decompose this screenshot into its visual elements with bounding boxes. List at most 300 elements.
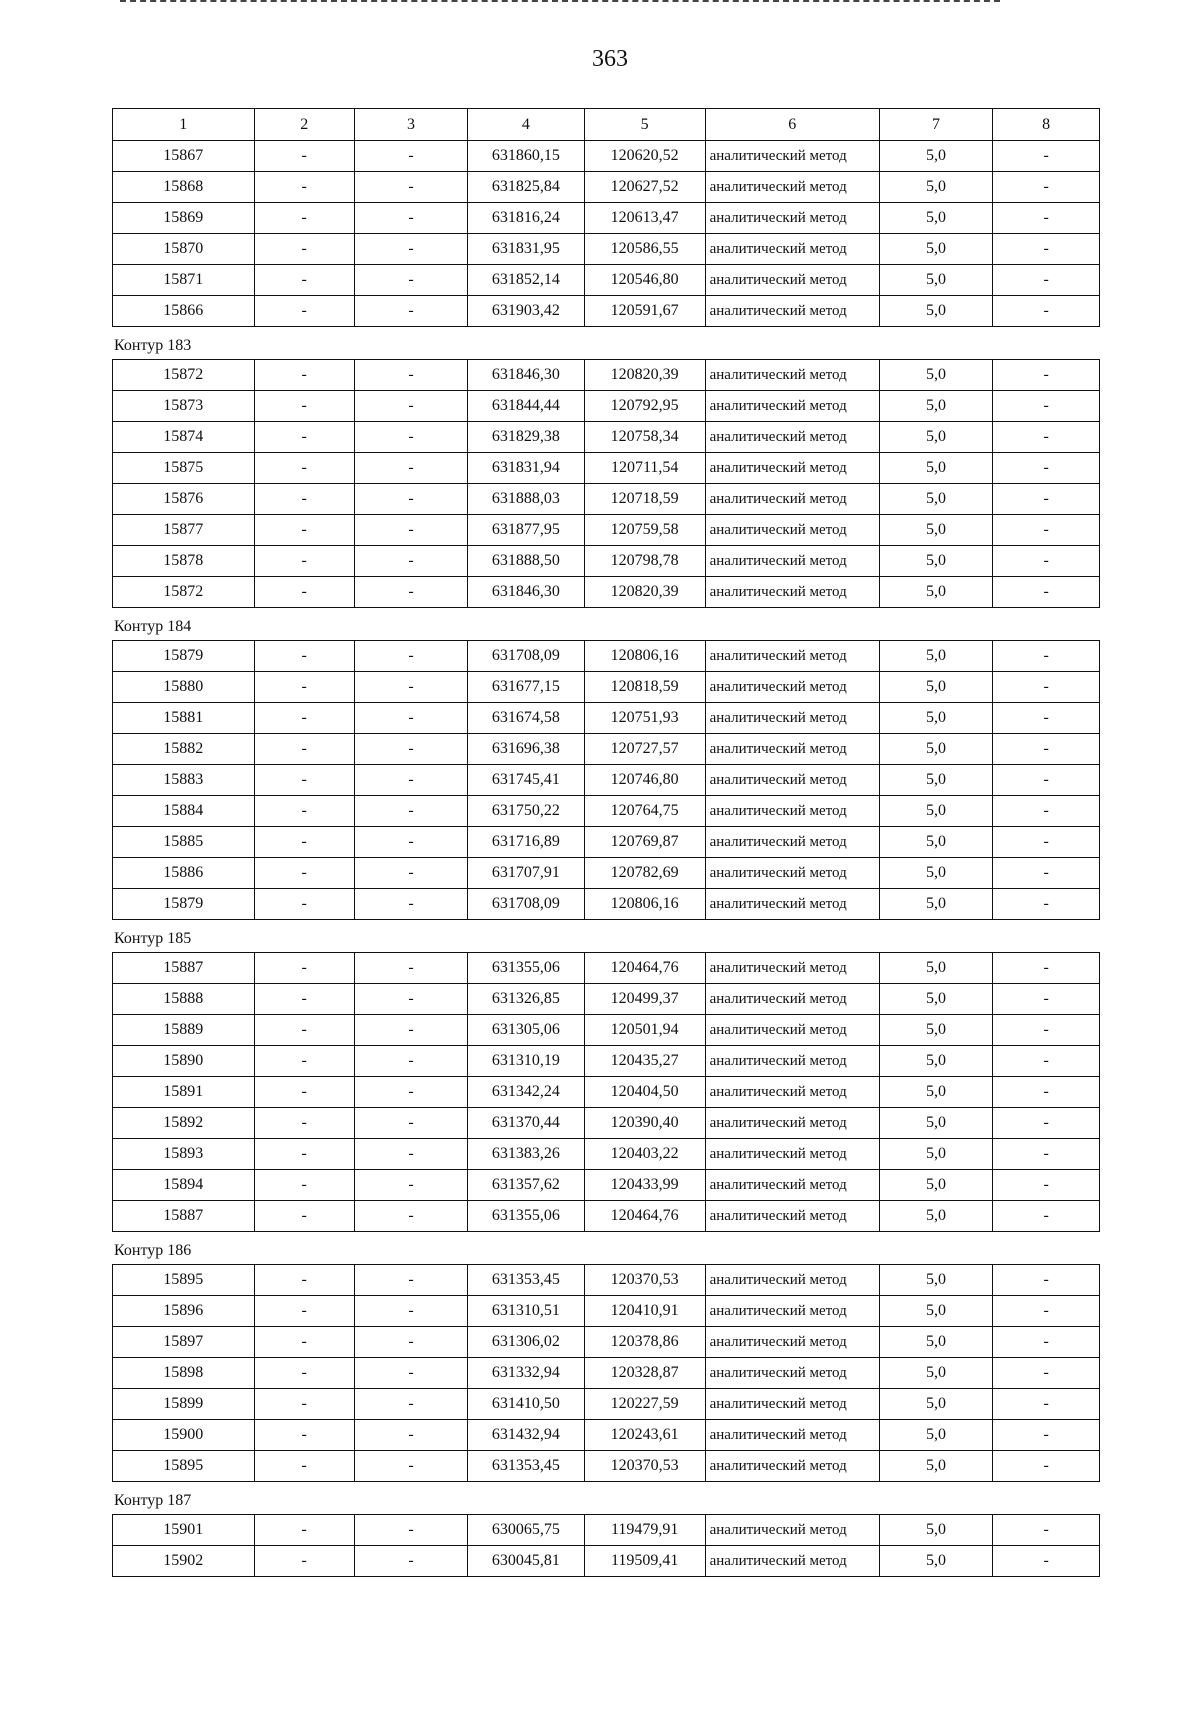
coord-y-cell: 120378,86	[584, 1327, 705, 1358]
coord-y-cell: 120591,67	[584, 296, 705, 327]
point-number-cell: 15899	[113, 1389, 255, 1420]
method-cell: аналитический метод	[705, 1046, 879, 1077]
point-number-cell: 15895	[113, 1265, 255, 1296]
table-row	[113, 984, 1100, 1015]
table-row	[113, 1265, 1100, 1296]
col-8-cell: -	[993, 1077, 1100, 1108]
coord-y-cell: 120782,69	[584, 858, 705, 889]
method-cell: аналитический метод	[705, 827, 879, 858]
coord-y-cell: 120370,53	[584, 1451, 705, 1482]
col-2-cell: -	[254, 391, 354, 422]
accuracy-cell: 5,0	[879, 234, 992, 265]
method-cell: аналитический метод	[705, 577, 879, 608]
accuracy-cell: 5,0	[879, 827, 992, 858]
col-2-cell: -	[254, 577, 354, 608]
coord-y-cell: 120433,99	[584, 1170, 705, 1201]
coord-x-cell: 631306,02	[468, 1327, 585, 1358]
col-8-cell: -	[993, 391, 1100, 422]
method-cell: аналитический метод	[705, 1108, 879, 1139]
accuracy-cell: 5,0	[879, 1296, 992, 1327]
col-8-cell: -	[993, 1451, 1100, 1482]
coord-y-cell: 120751,93	[584, 703, 705, 734]
col-2-cell: -	[254, 296, 354, 327]
method-cell: аналитический метод	[705, 1327, 879, 1358]
accuracy-cell: 5,0	[879, 484, 992, 515]
table-row	[113, 391, 1100, 422]
col-2-cell: -	[254, 858, 354, 889]
coord-x-cell: 631844,44	[468, 391, 585, 422]
coord-y-cell: 120403,22	[584, 1139, 705, 1170]
coord-y-cell: 120798,78	[584, 546, 705, 577]
coordinates-table	[112, 952, 1100, 1232]
coord-x-cell: 631696,38	[468, 734, 585, 765]
col-3-cell: -	[354, 1201, 467, 1232]
accuracy-cell: 5,0	[879, 172, 992, 203]
method-cell: аналитический метод	[705, 1296, 879, 1327]
method-cell: аналитический метод	[705, 265, 879, 296]
table-row	[113, 796, 1100, 827]
method-cell: аналитический метод	[705, 515, 879, 546]
table-row	[113, 422, 1100, 453]
point-number-cell: 15887	[113, 953, 255, 984]
point-number-cell: 15894	[113, 1170, 255, 1201]
accuracy-cell: 5,0	[879, 1170, 992, 1201]
coord-y-cell: 120627,52	[584, 172, 705, 203]
coord-y-cell: 120818,59	[584, 672, 705, 703]
col-3-cell: -	[354, 953, 467, 984]
accuracy-cell: 5,0	[879, 765, 992, 796]
accuracy-cell: 5,0	[879, 641, 992, 672]
col-3-cell: -	[354, 172, 467, 203]
col-3-cell: -	[354, 1265, 467, 1296]
col-3-cell: -	[354, 858, 467, 889]
method-cell: аналитический метод	[705, 1265, 879, 1296]
col-3-cell: -	[354, 984, 467, 1015]
coord-x-cell: 631716,89	[468, 827, 585, 858]
table-row	[113, 360, 1100, 391]
col-2-cell: -	[254, 453, 354, 484]
table-row	[113, 546, 1100, 577]
accuracy-cell: 5,0	[879, 1077, 992, 1108]
table-row	[113, 265, 1100, 296]
point-number-cell: 15867	[113, 141, 255, 172]
col-3-cell: -	[354, 827, 467, 858]
col-8-cell: -	[993, 1139, 1100, 1170]
point-number-cell: 15866	[113, 296, 255, 327]
col-3-cell: -	[354, 296, 467, 327]
coord-x-cell: 631707,91	[468, 858, 585, 889]
col-3-cell: -	[354, 765, 467, 796]
coord-y-cell: 120718,59	[584, 484, 705, 515]
table-row	[113, 1077, 1100, 1108]
coord-x-cell: 631310,51	[468, 1296, 585, 1327]
coord-y-cell: 120769,87	[584, 827, 705, 858]
col-8-cell: -	[993, 1327, 1100, 1358]
col-2-cell: -	[254, 422, 354, 453]
coord-y-cell: 120613,47	[584, 203, 705, 234]
point-number-cell: 15893	[113, 1139, 255, 1170]
col-8-cell: -	[993, 672, 1100, 703]
col-2-cell: -	[254, 734, 354, 765]
table-row	[113, 1420, 1100, 1451]
col-3-cell: -	[354, 1451, 467, 1482]
col-2-cell: -	[254, 984, 354, 1015]
method-cell: аналитический метод	[705, 1515, 879, 1546]
coord-x-cell: 630045,81	[468, 1546, 585, 1577]
coord-y-cell: 120227,59	[584, 1389, 705, 1420]
col-8-cell: -	[993, 641, 1100, 672]
col-2-cell: -	[254, 484, 354, 515]
accuracy-cell: 5,0	[879, 1389, 992, 1420]
table-row	[113, 858, 1100, 889]
table-row	[113, 703, 1100, 734]
col-8-cell: -	[993, 858, 1100, 889]
coord-x-cell: 631370,44	[468, 1108, 585, 1139]
table-row	[113, 1108, 1100, 1139]
col-2-cell: -	[254, 1420, 354, 1451]
coordinates-table	[112, 640, 1100, 920]
col-8-cell: -	[993, 1201, 1100, 1232]
header-cell: 3	[354, 109, 467, 141]
coord-y-cell: 120806,16	[584, 641, 705, 672]
top-border-line	[120, 0, 1000, 2]
col-3-cell: -	[354, 641, 467, 672]
method-cell: аналитический метод	[705, 765, 879, 796]
point-number-cell: 15879	[113, 889, 255, 920]
coord-y-cell: 120464,76	[584, 953, 705, 984]
point-number-cell: 15883	[113, 765, 255, 796]
header-cell: 6	[705, 109, 879, 141]
col-2-cell: -	[254, 672, 354, 703]
col-8-cell: -	[993, 734, 1100, 765]
col-8-cell: -	[993, 1546, 1100, 1577]
col-8-cell: -	[993, 234, 1100, 265]
coord-y-cell: 120620,52	[584, 141, 705, 172]
col-3-cell: -	[354, 796, 467, 827]
point-number-cell: 15898	[113, 1358, 255, 1389]
coord-y-cell: 120820,39	[584, 577, 705, 608]
coord-x-cell: 631353,45	[468, 1265, 585, 1296]
coord-x-cell: 631825,84	[468, 172, 585, 203]
col-8-cell: -	[993, 296, 1100, 327]
accuracy-cell: 5,0	[879, 1358, 992, 1389]
coordinates-table	[112, 1514, 1100, 1577]
col-8-cell: -	[993, 1015, 1100, 1046]
header-cell: 7	[879, 109, 992, 141]
contour-label: Контур 184	[114, 618, 192, 635]
accuracy-cell: 5,0	[879, 858, 992, 889]
table-row	[113, 1358, 1100, 1389]
col-8-cell: -	[993, 889, 1100, 920]
method-cell: аналитический метод	[705, 858, 879, 889]
col-3-cell: -	[354, 484, 467, 515]
coord-y-cell: 120546,80	[584, 265, 705, 296]
col-8-cell: -	[993, 453, 1100, 484]
col-3-cell: -	[354, 1015, 467, 1046]
accuracy-cell: 5,0	[879, 1265, 992, 1296]
table-row	[113, 1296, 1100, 1327]
table-row	[113, 1451, 1100, 1482]
accuracy-cell: 5,0	[879, 422, 992, 453]
method-cell: аналитический метод	[705, 234, 879, 265]
coord-y-cell: 120759,58	[584, 515, 705, 546]
method-cell: аналитический метод	[705, 391, 879, 422]
point-number-cell: 15896	[113, 1296, 255, 1327]
table-row	[113, 1170, 1100, 1201]
col-3-cell: -	[354, 546, 467, 577]
method-cell: аналитический метод	[705, 203, 879, 234]
coord-x-cell: 631745,41	[468, 765, 585, 796]
method-cell: аналитический метод	[705, 1451, 879, 1482]
coord-y-cell: 119509,41	[584, 1546, 705, 1577]
col-8-cell: -	[993, 984, 1100, 1015]
col-3-cell: -	[354, 1170, 467, 1201]
point-number-cell: 15876	[113, 484, 255, 515]
col-8-cell: -	[993, 1170, 1100, 1201]
table-row	[113, 827, 1100, 858]
table-row	[113, 1046, 1100, 1077]
col-8-cell: -	[993, 1358, 1100, 1389]
col-8-cell: -	[993, 172, 1100, 203]
coordinates-table	[112, 1264, 1100, 1482]
header-cell: 4	[468, 109, 585, 141]
method-cell: аналитический метод	[705, 484, 879, 515]
col-8-cell: -	[993, 265, 1100, 296]
coord-y-cell: 120410,91	[584, 1296, 705, 1327]
coord-y-cell: 120370,53	[584, 1265, 705, 1296]
point-number-cell: 15872	[113, 360, 255, 391]
col-2-cell: -	[254, 796, 354, 827]
col-2-cell: -	[254, 641, 354, 672]
col-3-cell: -	[354, 360, 467, 391]
method-cell: аналитический метод	[705, 672, 879, 703]
col-2-cell: -	[254, 515, 354, 546]
table-row	[113, 672, 1100, 703]
accuracy-cell: 5,0	[879, 1201, 992, 1232]
col-3-cell: -	[354, 422, 467, 453]
coord-x-cell: 631332,94	[468, 1358, 585, 1389]
method-cell: аналитический метод	[705, 453, 879, 484]
point-number-cell: 15888	[113, 984, 255, 1015]
col-2-cell: -	[254, 1451, 354, 1482]
table-row	[113, 296, 1100, 327]
col-8-cell: -	[993, 360, 1100, 391]
coord-y-cell: 120243,61	[584, 1420, 705, 1451]
point-number-cell: 15887	[113, 1201, 255, 1232]
accuracy-cell: 5,0	[879, 1015, 992, 1046]
accuracy-cell: 5,0	[879, 796, 992, 827]
coord-x-cell: 631708,09	[468, 641, 585, 672]
accuracy-cell: 5,0	[879, 889, 992, 920]
col-2-cell: -	[254, 203, 354, 234]
method-cell: аналитический метод	[705, 360, 879, 391]
coordinates-table	[112, 359, 1100, 608]
method-cell: аналитический метод	[705, 1546, 879, 1577]
col-8-cell: -	[993, 203, 1100, 234]
accuracy-cell: 5,0	[879, 296, 992, 327]
point-number-cell: 15892	[113, 1108, 255, 1139]
coord-y-cell: 120328,87	[584, 1358, 705, 1389]
coord-y-cell: 120746,80	[584, 765, 705, 796]
method-cell: аналитический метод	[705, 984, 879, 1015]
point-number-cell: 15895	[113, 1451, 255, 1482]
col-3-cell: -	[354, 1515, 467, 1546]
col-2-cell: -	[254, 1296, 354, 1327]
coord-x-cell: 631410,50	[468, 1389, 585, 1420]
table-row	[113, 1546, 1100, 1577]
coord-x-cell: 630065,75	[468, 1515, 585, 1546]
col-2-cell: -	[254, 141, 354, 172]
col-3-cell: -	[354, 234, 467, 265]
col-3-cell: -	[354, 515, 467, 546]
col-2-cell: -	[254, 1201, 354, 1232]
header-cell: 8	[993, 109, 1100, 141]
col-8-cell: -	[993, 577, 1100, 608]
col-2-cell: -	[254, 1327, 354, 1358]
table-row	[113, 1201, 1100, 1232]
accuracy-cell: 5,0	[879, 577, 992, 608]
col-2-cell: -	[254, 172, 354, 203]
coord-y-cell: 119479,91	[584, 1515, 705, 1546]
header-cell: 5	[584, 109, 705, 141]
point-number-cell: 15885	[113, 827, 255, 858]
accuracy-cell: 5,0	[879, 1046, 992, 1077]
table-row	[113, 172, 1100, 203]
point-number-cell: 15884	[113, 796, 255, 827]
accuracy-cell: 5,0	[879, 1139, 992, 1170]
table-row	[113, 953, 1100, 984]
coord-x-cell: 631353,45	[468, 1451, 585, 1482]
point-number-cell: 15889	[113, 1015, 255, 1046]
method-cell: аналитический метод	[705, 546, 879, 577]
point-number-cell: 15879	[113, 641, 255, 672]
point-number-cell: 15875	[113, 453, 255, 484]
coord-x-cell: 631383,26	[468, 1139, 585, 1170]
point-number-cell: 15870	[113, 234, 255, 265]
header-cell: 1	[113, 109, 255, 141]
method-cell: аналитический метод	[705, 1139, 879, 1170]
col-2-cell: -	[254, 1046, 354, 1077]
col-3-cell: -	[354, 1139, 467, 1170]
coord-x-cell: 631326,85	[468, 984, 585, 1015]
col-2-cell: -	[254, 546, 354, 577]
coord-y-cell: 120464,76	[584, 1201, 705, 1232]
table-row	[113, 234, 1100, 265]
point-number-cell: 15874	[113, 422, 255, 453]
point-number-cell: 15881	[113, 703, 255, 734]
method-cell: аналитический метод	[705, 1358, 879, 1389]
table-row	[113, 141, 1100, 172]
coord-y-cell: 120390,40	[584, 1108, 705, 1139]
table-row	[113, 734, 1100, 765]
method-cell: аналитический метод	[705, 1015, 879, 1046]
col-8-cell: -	[993, 953, 1100, 984]
coord-x-cell: 631342,24	[468, 1077, 585, 1108]
accuracy-cell: 5,0	[879, 453, 992, 484]
point-number-cell: 15897	[113, 1327, 255, 1358]
table-row	[113, 1015, 1100, 1046]
col-2-cell: -	[254, 1515, 354, 1546]
col-3-cell: -	[354, 1420, 467, 1451]
method-cell: аналитический метод	[705, 141, 879, 172]
method-cell: аналитический метод	[705, 734, 879, 765]
col-2-cell: -	[254, 360, 354, 391]
table-row	[113, 1139, 1100, 1170]
method-cell: аналитический метод	[705, 1420, 879, 1451]
col-8-cell: -	[993, 1046, 1100, 1077]
method-cell: аналитический метод	[705, 1389, 879, 1420]
accuracy-cell: 5,0	[879, 265, 992, 296]
col-8-cell: -	[993, 765, 1100, 796]
accuracy-cell: 5,0	[879, 391, 992, 422]
col-3-cell: -	[354, 734, 467, 765]
point-number-cell: 15902	[113, 1546, 255, 1577]
coord-x-cell: 631846,30	[468, 360, 585, 391]
accuracy-cell: 5,0	[879, 734, 992, 765]
page-number: 363	[592, 46, 628, 72]
col-8-cell: -	[993, 546, 1100, 577]
accuracy-cell: 5,0	[879, 1515, 992, 1546]
accuracy-cell: 5,0	[879, 1546, 992, 1577]
point-number-cell: 15882	[113, 734, 255, 765]
accuracy-cell: 5,0	[879, 953, 992, 984]
accuracy-cell: 5,0	[879, 1327, 992, 1358]
contour-label: Контур 183	[114, 337, 192, 354]
col-2-cell: -	[254, 1389, 354, 1420]
col-8-cell: -	[993, 1296, 1100, 1327]
coord-y-cell: 120404,50	[584, 1077, 705, 1108]
coord-y-cell: 120435,27	[584, 1046, 705, 1077]
point-number-cell: 15872	[113, 577, 255, 608]
col-3-cell: -	[354, 1389, 467, 1420]
col-2-cell: -	[254, 265, 354, 296]
col-3-cell: -	[354, 1296, 467, 1327]
col-2-cell: -	[254, 234, 354, 265]
col-2-cell: -	[254, 1265, 354, 1296]
col-8-cell: -	[993, 796, 1100, 827]
accuracy-cell: 5,0	[879, 672, 992, 703]
method-cell: аналитический метод	[705, 422, 879, 453]
col-3-cell: -	[354, 1546, 467, 1577]
coord-x-cell: 631877,95	[468, 515, 585, 546]
table-row	[113, 515, 1100, 546]
table-row	[113, 641, 1100, 672]
col-3-cell: -	[354, 703, 467, 734]
coord-y-cell: 120758,34	[584, 422, 705, 453]
method-cell: аналитический метод	[705, 889, 879, 920]
point-number-cell: 15890	[113, 1046, 255, 1077]
col-8-cell: -	[993, 484, 1100, 515]
col-8-cell: -	[993, 1108, 1100, 1139]
col-8-cell: -	[993, 1515, 1100, 1546]
col-3-cell: -	[354, 453, 467, 484]
point-number-cell: 15873	[113, 391, 255, 422]
table-row	[113, 1515, 1100, 1546]
coord-y-cell: 120764,75	[584, 796, 705, 827]
col-8-cell: -	[993, 515, 1100, 546]
col-3-cell: -	[354, 141, 467, 172]
table-row	[113, 577, 1100, 608]
table-row	[113, 1327, 1100, 1358]
header-cell: 2	[254, 109, 354, 141]
coord-y-cell: 120792,95	[584, 391, 705, 422]
col-2-cell: -	[254, 1358, 354, 1389]
coord-x-cell: 631355,06	[468, 953, 585, 984]
coord-x-cell: 631903,42	[468, 296, 585, 327]
table-row	[113, 484, 1100, 515]
method-cell: аналитический метод	[705, 953, 879, 984]
col-3-cell: -	[354, 577, 467, 608]
